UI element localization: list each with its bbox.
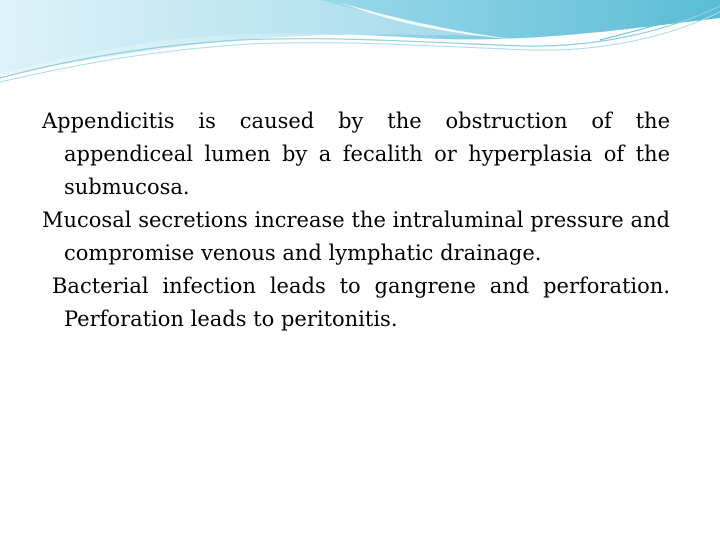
paragraph-secretions: Mucosal secretions increase the intraluminal pressure and compromise venous and lymphatic drainage. — [42, 208, 670, 265]
paragraph-infection: Bacterial infection leads to gangrene and perforation. Perforation leads to peritonitis. — [52, 274, 670, 331]
paragraph-cause: Appendicitis is caused by the obstruction of the appendiceal lumen by a fecalith or hyperplasia of the submucosa. — [42, 109, 670, 199]
slide-body — [42, 105, 670, 336]
header-wave-decoration — [0, 0, 720, 90]
